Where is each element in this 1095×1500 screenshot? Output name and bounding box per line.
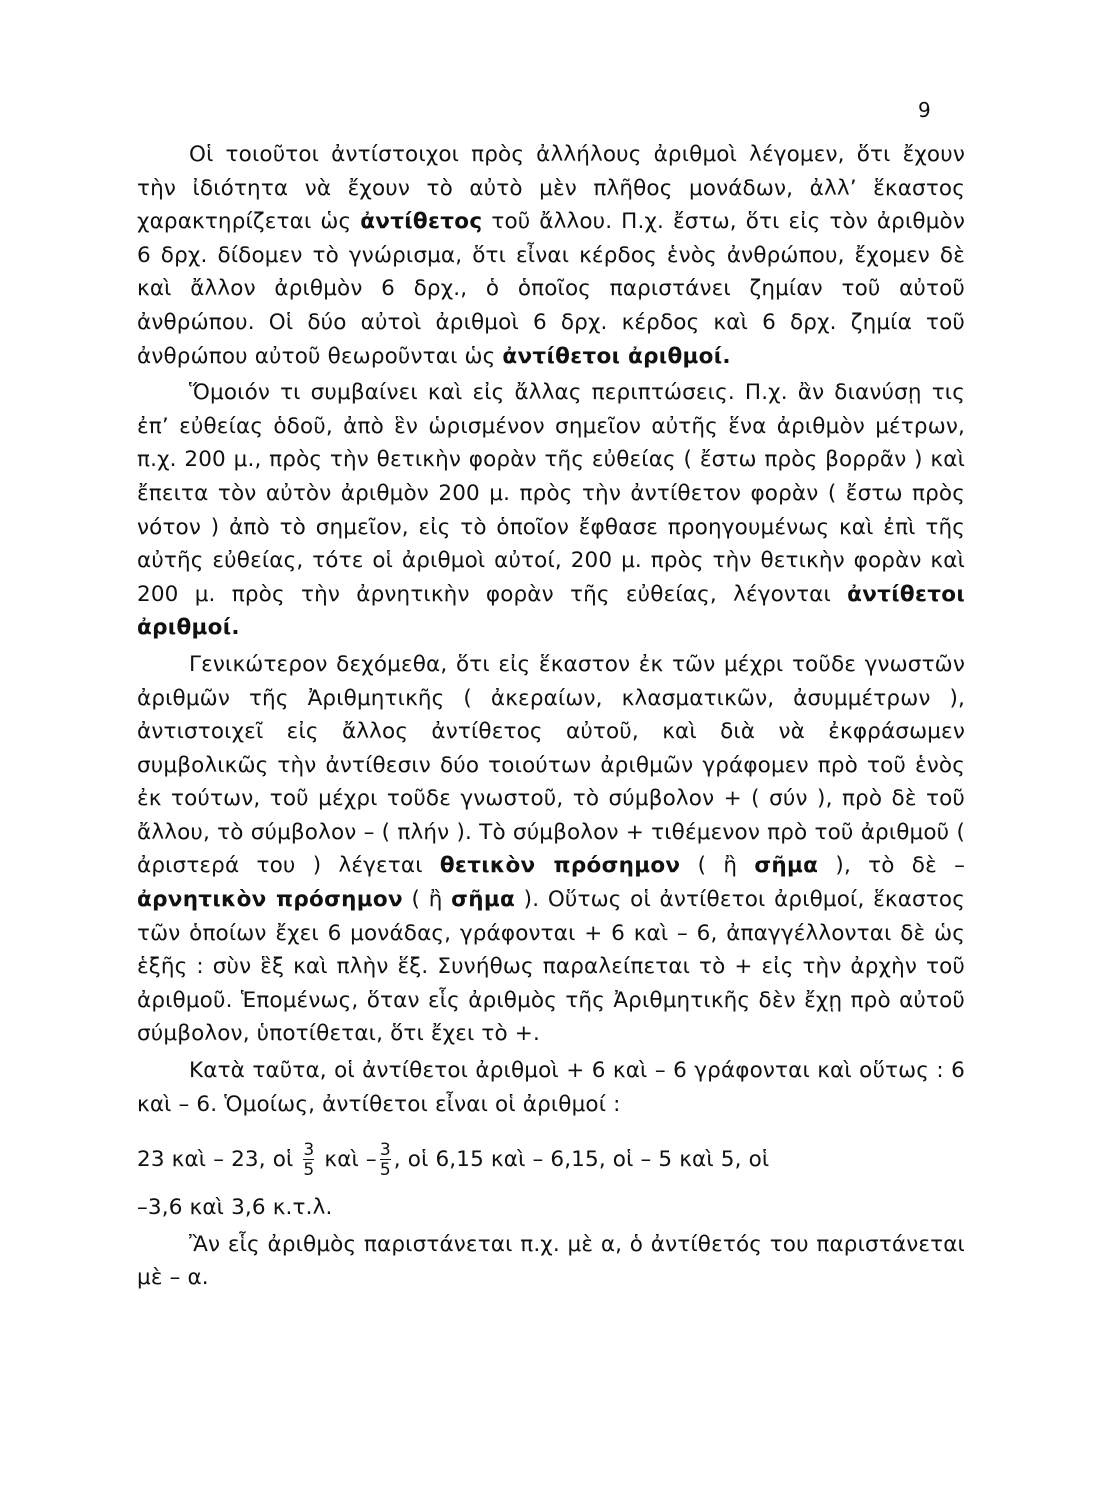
bold-term: ἀντίθετοι ἀριθμοί. [137,581,965,641]
fraction-numerator: 3 [303,1140,315,1161]
text-run: Ὅμοιόν τι συμβαίνει καὶ εἰς ἄλλας περιπτώσεις. Π.χ. ἂν διανύσῃ τις ἐπ’ εὐθείας ὁδοῦ, ἀπὸ ἓν ὡρισμένον σημεῖον αὐτῆς ἕνα ἀριθμὸν μέτρων, π.χ. 200 μ., πρὸς τὴν θετικὴν φορὰν τῆς εὐθείας ( ἔστω πρὸς βορρᾶν ) καὶ ἔπειτα τὸν αὐτὸν ἀριθμὸν 200 μ. πρὸς τὴν ἀντίθετον φορὰν ( ἔστω πρὸς νότον ) ἀπὸ τὸ σημεῖον, εἰς τὸ ὁποῖον ἔφθασε προηγουμένως καὶ ἐπὶ τῆς αὐτῆς εὐθείας, τότε οἱ ἀριθμοὶ αὐτοί, 200 μ. πρὸς τὴν θετικὴν φορὰν καὶ 200 μ. πρὸς τὴν ἀρνητικὴν φορὰν τῆς εὐθείας, λέγονται [137,380,965,607]
text-run: –3,6 καὶ 3,6 κ.τ.λ. [137,1195,333,1221]
fraction-example-line [137,1141,965,1191]
fraction-numerator: 3 [379,1140,391,1161]
text-run: Γενικώτερον δεχόμεθα, ὅτι εἰς ἕκαστον ἐκ τῶν μέχρι τοῦδε γνωστῶν ἀριθμῶν τῆς Ἀριθμητικῆς ( ἀκεραίων, κλασματικῶν, ἀσυμμέτρων ), ἀντιστοιχεῖ εἰς ἄλλος ἀντίθετος αὐτοῦ, καὶ διὰ νὰ ἐκφράσωμεν συμβολικῶς τὴν ἀντίθεσιν δύο τοιούτων ἀριθμῶν γράφομεν πρὸ τοῦ ἑνὸς ἐκ τούτων, τοῦ μέχρι τοῦδε γνωστοῦ, τὸ σύμβολον + ( σύν ), πρὸ δὲ τοῦ ἄλλου, τὸ σύμβολον – ( πλήν ). Τὸ σύμβολον + τιθέμενον πρὸ τοῦ ἀριθμοῦ ( ἀριστερά του ) λέγεται [137,651,965,879]
body-text [137,138,965,1295]
text-run: καὶ – [324,1147,377,1173]
text-run: Οἱ τοιοῦτοι ἀντίστοιχοι πρὸς ἀλλήλους ἀριθμοὶ λέγομεν, ὅτι ἔχουν τὴν ἰδιότητα νὰ ἔχουν τὸ αὐτὸ μὲν πλῆθος μονάδων, ἀλλ’ ἕκαστος χαρακτηρίζεται ὡς [137,142,965,235]
page-number: 9 [918,98,931,122]
text-run: Ἂν εἷς ἀριθμὸς παριστάνεται π.χ. μὲ α, ὁ ἀντίθετός του παριστάνεται μὲ – α. [137,1231,965,1291]
bold-term: θετικὸν πρόσημον [439,853,681,879]
text-run: ( ἢ [402,887,452,913]
bold-term: ἀρνητικὸν πρόσημον [137,887,403,913]
fraction-denominator: 5 [379,1160,391,1181]
text-run: Κατὰ ταῦτα, οἱ ἀντίθετοι ἀριθμοὶ + 6 καὶ – 6 γράφονται καὶ οὕτως : 6 καὶ – 6. Ὁμοίως, ἀντίθετοι εἶναι οἱ ἀριθμοί : [137,1058,965,1117]
text-run: ), τὸ δὲ – [818,853,965,879]
bold-term: ἀντίθετοι ἀριθμοί. [502,343,731,369]
paragraph-sign-symbols [137,648,965,1051]
paragraph-examples [137,1054,965,1225]
text-run: τοῦ ἄλλου. Π.χ. ἔστω, ὅτι εἰς τὸν ἀριθμὸν 6 δρχ. δίδομεν τὸ γνώρισμα, ὅτι εἶναι κέρδος ἑνὸς ἀνθρώπου, ἔχομεν δὲ καὶ ἄλλον ἀριθμὸν 6 δρχ., ὁ ὁποῖος παριστάνει ζημίαν τοῦ αὐτοῦ ἀνθρώπου. Οἱ δύο αὐτοὶ ἀριθμοὶ 6 δρχ. κέρδος καὶ 6 δρχ. ζημία τοῦ ἀνθρώπου αὐτοῦ θεωροῦνται ὡς [137,209,966,369]
fraction-denominator: 5 [303,1160,315,1181]
paragraph-distance-example [137,376,965,645]
text-run: ( ἢ [680,853,755,879]
bold-term: σῆμα [754,853,819,879]
paragraph-symbolic-alpha [137,1228,965,1295]
bold-term: ἀντίθετος [360,209,483,235]
text-run: 23 καὶ – 23, οἱ [137,1147,294,1173]
fraction [380,1141,391,1179]
text-run: , οἱ 6,15 καὶ – 6,15, οἱ – 5 καὶ 5, οἱ [393,1147,770,1173]
fraction [303,1141,314,1179]
paragraph-opposite-numbers-definition [137,138,965,373]
text-run: ). Οὕτως οἱ ἀντίθετοι ἀριθμοί, ἕκαστος τῶν ὁποίων ἔχει 6 μονάδας, γράφονται + 6 καὶ – 6, ἀπαγγέλλονται δὲ ὡς ἑξῆς : σὺν ἓξ καὶ πλὴν ἕξ. Συνήθως παραλείπεται τὸ + εἰς τὴν ἀρχὴν τοῦ ἀριθμοῦ. Ἑπομένως, ὅταν εἷς ἀριθμὸς τῆς Ἀριθμητικῆς δὲν ἔχῃ πρὸ αὐτοῦ σύμβολον, ὑποτίθεται, ὅτι ἔχει τὸ +. [137,887,965,1047]
bold-term: σῆμα [451,887,516,913]
